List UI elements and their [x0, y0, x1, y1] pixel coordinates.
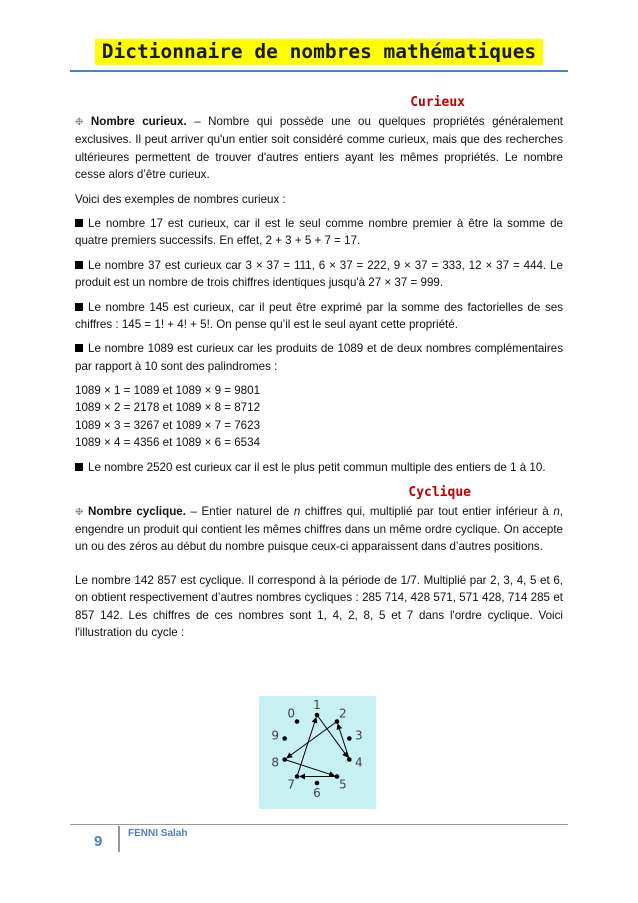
- cycle-arrow-4-2: [338, 724, 349, 759]
- square-bullet-icon: [75, 219, 83, 227]
- header-divider: [70, 70, 568, 72]
- definition-text: , engendre un produit qui contient les mêmes chiffres dans un même ordre cyclique. On accepte un ou des zéros au début du nombre puisque ceux-ci apparaissent dans d’autres positions.: [75, 504, 563, 554]
- example-145: [75, 299, 563, 334]
- example-1089-text: Le nombre 1089 est curieux car les produits de 1089 et de deux nombres complémentaires par rapport à 10 sont des palindromes :: [75, 342, 563, 373]
- example-17-text: Le nombre 17 est curieux, car il est le seul comme nombre premier à être la somme de quatre premiers successifs. En effet, 2 + 3 + 5 + 7 = 17.: [75, 217, 563, 248]
- square-bullet-icon: [75, 463, 83, 471]
- document-header: [0, 40, 638, 63]
- calc-line: 1089 × 1 = 1089 et 1089 × 9 = 9801: [75, 384, 261, 398]
- cycle-illustration: [259, 696, 376, 809]
- definition-text: – Entier naturel de: [185, 504, 294, 518]
- cycle-arrow-7-1: [297, 718, 316, 777]
- square-bullet-icon: [75, 303, 83, 311]
- cycle-dot-9: [282, 736, 287, 741]
- definition-text: chiffres qui, multiplié par tout entier inférieur à: [300, 504, 554, 518]
- example-145-text: Le nombre 145 est curieux, car il peut être exprimé par la somme des factorielles de ses chiffres : 145 = 1! + 4! + 5!. On pense qu’il est le seul ayant cette propriété.: [75, 300, 563, 332]
- square-bullet-icon: [75, 261, 83, 269]
- calc-line: 1089 × 3 = 3267 et 1089 × 7 = 7623: [75, 418, 261, 432]
- cycle-arrow-1-4: [317, 715, 348, 757]
- variable-n: n: [553, 504, 560, 518]
- calc-line: 1089 × 2 = 2178 et 1089 × 8 = 8712: [75, 401, 261, 415]
- cycle-arrow-8-5: [285, 760, 334, 776]
- cycle-dot-7: [295, 774, 300, 779]
- footer-divider: [70, 824, 568, 825]
- page-content: [75, 94, 563, 648]
- calc-line: 1089 × 4 = 4356 et 1089 × 6 = 6534: [75, 435, 261, 449]
- cycle-digit-label: 4: [355, 755, 363, 770]
- cycle-digit-label: 7: [287, 777, 295, 792]
- cycle-digit-label: 1: [313, 698, 321, 712]
- term-curieux: Nombre curieux.: [90, 115, 187, 128]
- author-name: FENNI Salah: [128, 828, 188, 839]
- cycle-digit-label: 6: [313, 786, 321, 800]
- example-2520-text: Le nombre 2520 est curieux car il est le plus petit commun multiple des entiers de 1 à 10.: [88, 461, 546, 475]
- cycle-digit-label: 8: [271, 755, 279, 770]
- example-1089: [75, 340, 563, 375]
- cycle-digit-label: 5: [339, 777, 347, 792]
- definition-cyclique: [75, 503, 563, 556]
- term-cyclique: Nombre cyclique.: [87, 504, 186, 518]
- examples-intro: Voici des exemples de nombres curieux :: [75, 192, 286, 206]
- cycle-digit-label: 3: [355, 728, 363, 743]
- flower-bullet-icon: ❉: [75, 506, 84, 518]
- cycle-dot-8: [282, 757, 287, 762]
- example-37: [75, 257, 563, 292]
- cycle-digit-label: 2: [339, 706, 347, 721]
- cycle-dot-3: [347, 736, 352, 741]
- square-bullet-icon: [75, 344, 83, 352]
- document-title: Dictionnaire de nombres mathématiques: [95, 39, 543, 65]
- page-number: 9: [94, 833, 103, 850]
- cycle-digit-label: 0: [287, 706, 295, 721]
- cycle-arrow-2-8: [287, 721, 337, 757]
- example-17: [75, 215, 563, 250]
- cycle-diagram: [259, 696, 376, 809]
- footer-separator: [118, 826, 120, 852]
- palindrome-calculations: [75, 382, 563, 451]
- cycle-dot-0: [295, 719, 300, 724]
- cycle-digit-label: 9: [271, 728, 279, 743]
- variable-n: n: [293, 504, 301, 518]
- cycle-dot-4: [347, 757, 352, 762]
- section-title-curieux: Curieux: [410, 95, 465, 110]
- cyclic-142857-paragraph: Le nombre 142 857 est cyclique. Il correspond à la période de 1/7. Multiplié par 2, 3, 4, 5 et 6, on obtient respectivement d’autres nombres cycliques : 285 714, 428 571, 571 428, 714 285 et 857 142. Les chiffres de ces nombres sont 1, 4, 2, 8, 5 et 7 dans l'ordre cyclique. Voici l'illustration du cycle :: [75, 573, 563, 639]
- flower-bullet-icon: ❉: [75, 117, 84, 128]
- definition-curieux: [75, 113, 563, 184]
- cycle-dot-6: [315, 781, 320, 786]
- cycle-dot-1: [315, 713, 320, 718]
- example-2520: [75, 459, 563, 476]
- definition-text: – Nombre qui possède une ou quelques propriétés généralement exclusives. Il peut arriver qu'un entier soit considéré comme curieux, mais que des recherches ultérieures permettent de trouver d'autres entiers ayant les mêmes propriétés. Le nombre cesse alors d’être curieux.: [75, 115, 563, 182]
- section-title-cyclique: Cyclique: [408, 484, 471, 500]
- example-37-text: Le nombre 37 est curieux car 3 × 37 = 111, 6 × 37 = 222, 9 × 37 = 333, 12 × 37 = 444. Le produit est un nombre de trois chiffres identiques jusqu'à 27 × 37 = 999.: [75, 258, 563, 290]
